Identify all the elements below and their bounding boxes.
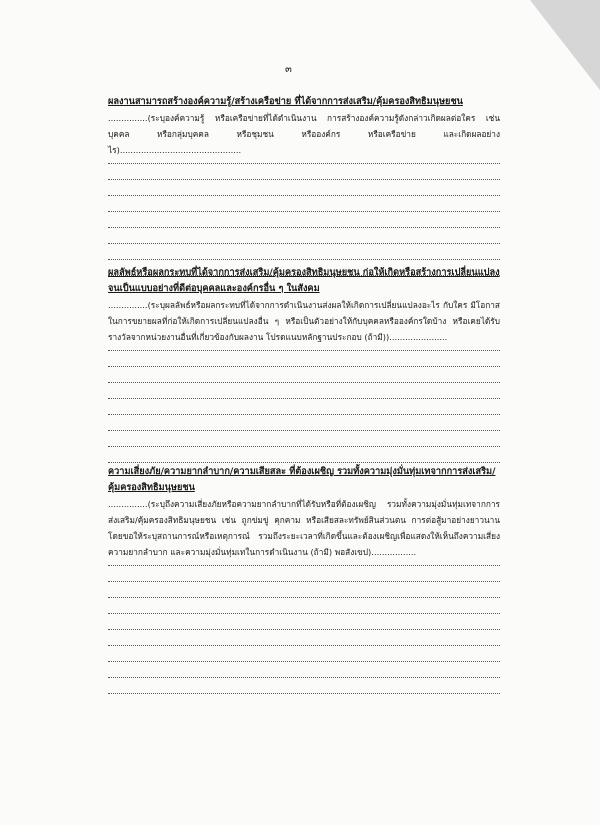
answer-line[interactable]: [108, 228, 500, 244]
answer-lines[interactable]: [108, 562, 500, 694]
answer-line[interactable]: [108, 566, 500, 582]
section-heading: ความเสี่ยงภัย/ความยากลำบาก/ความเสียสละ ที่ต้องเผชิญ รวมทั้งความมุ่งมั่นทุ่มเทจากการส่งเสริม/คุ้มครองสิทธิมนุษยชน: [108, 466, 496, 493]
answer-line[interactable]: [108, 212, 500, 228]
answer-line[interactable]: [108, 646, 500, 662]
answer-line[interactable]: [108, 367, 500, 383]
section-heading: ผลลัพธ์หรือผลกระทบที่ได้จากการส่งเสริม/คุ้มครองสิทธิมนุษยชน ก่อให้เกิดหรือสร้างการเปลี่ยนแปลง จนเป็นแบบอย่างที่ดีต่อบุคคลและองค์กรอื่น ๆ ในสังคม: [108, 267, 500, 294]
fill-dots: ...............: [108, 113, 148, 123]
instruction-text: (ระบุผลลัพธ์หรือผลกระทบที่ได้จากการดำเนินงานส่งผลให้เกิดการเปลี่ยนแปลงอะไร กับใคร มีโอกาสในการขยายผลที่ก่อให้เกิดการเปลี่ยนแปลงอื่น ๆ หรือเป็นตัวอย่างให้กับบุคคลหรือองค์กรใดบ้าง หรือเคยได้รับรางวัลจากหน่วยงานอื่นที่เกี่ยวข้องกับผลงาน โปรดแนบหลักฐานประกอบ (ถ้ามี))......................: [108, 300, 500, 342]
answer-line[interactable]: [108, 164, 500, 180]
section-heading: ผลงานสามารถสร้างองค์ความรู้/สร้างเครือข่าย ที่ได้จากการส่งเสริม/คุ้มครองสิทธิมนุษยชน: [108, 96, 463, 107]
section-instruction: [108, 496, 500, 560]
answer-line[interactable]: [108, 447, 500, 463]
section-instruction: [108, 110, 500, 158]
section-risk-hardship: [108, 464, 500, 694]
fill-dots: ...............: [108, 499, 148, 509]
fill-dots: ...............: [108, 300, 148, 310]
answer-line[interactable]: [108, 351, 500, 367]
answer-line[interactable]: [108, 598, 500, 614]
instruction-text: (ระบุองค์ความรู้ หรือเครือข่ายที่ได้ดำเนินงาน การสร้างองค์ความรู้ดังกล่าวเกิดผลต่อใคร เช่น บุคคล หรือกลุ่มบุคคล หรือชุมชน หรือองค์กร หรือเครือข่าย และเกิดผลอย่างไร)..............................................: [108, 113, 500, 155]
answer-line[interactable]: [108, 614, 500, 630]
answer-line[interactable]: [108, 383, 500, 399]
answer-line[interactable]: [108, 678, 500, 694]
page-number: ๓: [285, 64, 292, 75]
answer-lines[interactable]: [108, 160, 500, 276]
answer-line[interactable]: [108, 244, 500, 260]
answer-line[interactable]: [108, 662, 500, 678]
answer-line[interactable]: [108, 431, 500, 447]
answer-line[interactable]: [108, 196, 500, 212]
instruction-text: (ระบุถึงความเสี่ยงภัยหรือความยากลำบากที่ได้รับหรือที่ต้องเผชิญ รวมทั้งความมุ่งมั่นทุ่มเทจากการส่งเสริม/คุ้มครองสิทธิมนุษยชน เช่น ถูกข่มขู่ คุกคาม หรือเสียสละทรัพย์สินส่วนตน การต่อสู้มาอย่างยาวนาน โดยขอให้ระบุสถานการณ์หรือเหตุการณ์ รวมถึงระยะเวลาที่เกิดขึ้นและต้องเผชิญเพื่อแสดงให้เห็นถึงความเสี่ยง ความยากลำบาก และความมุ่งมั่นทุ่มเทในการดำเนินงาน (ถ้ามี) พอสังเขป).................: [108, 499, 500, 557]
answer-lines[interactable]: [108, 347, 500, 463]
answer-line[interactable]: [108, 415, 500, 431]
folded-corner: [530, 0, 600, 90]
section-instruction: [108, 297, 500, 345]
section-outcome-impact: [108, 265, 500, 463]
answer-line[interactable]: [108, 180, 500, 196]
section-knowledge-network: [108, 94, 500, 276]
answer-line[interactable]: [108, 630, 500, 646]
answer-line[interactable]: [108, 582, 500, 598]
answer-line[interactable]: [108, 399, 500, 415]
